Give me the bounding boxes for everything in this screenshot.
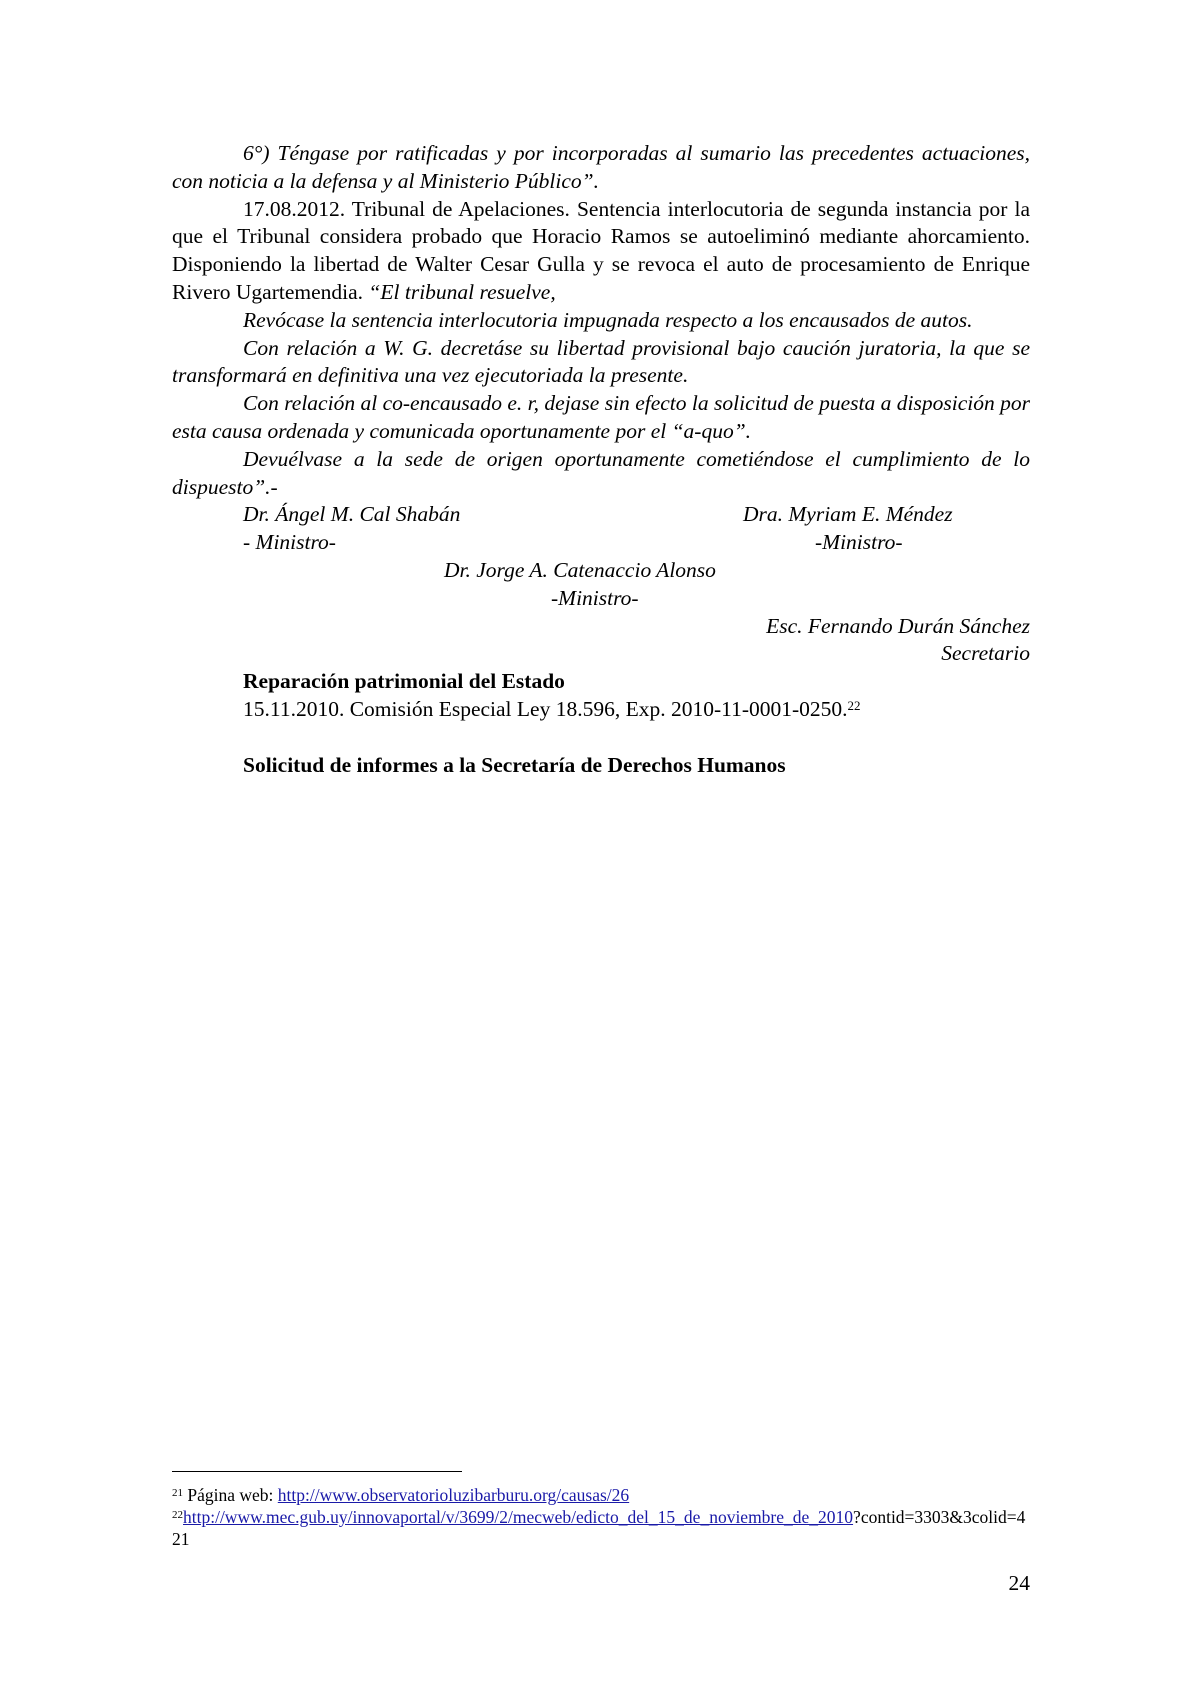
signature-name-catenaccio: Dr. Jorge A. Catenaccio Alonso: [444, 557, 716, 582]
reparacion-body: 15.11.2010. Comisión Especial Ley 18.596, Exp. 2010-11-0001-0250.: [243, 696, 848, 721]
footnote-ref-22[interactable]: 22: [847, 697, 861, 713]
signature-row-2: [172, 529, 1030, 557]
signature-name-mendez: Dra. Myriam E. Méndez: [743, 502, 953, 527]
signature-role-catenaccio: -Ministro-: [551, 585, 639, 610]
signature-row-5: [172, 613, 1030, 641]
tribunal-resuelve: “El tribunal resuelve,: [368, 279, 556, 304]
signature-name-duran: Esc. Fernando Durán Sánchez: [766, 613, 1030, 638]
signature-role-mendez: -Ministro-: [815, 530, 903, 555]
heading-solicitud: Solicitud de informes a la Secretaría de Derechos Humanos: [243, 752, 786, 777]
footnotes: [172, 1484, 1030, 1550]
signature-name-cal: Dr. Ángel M. Cal Shabán: [243, 502, 461, 527]
heading-reparacion: Reparación patrimonial del Estado: [243, 669, 565, 694]
paragraph-wg: Con relación a W. G. decretáse su libertad provisional bajo caución juratoria, la que se transformará en definitiva una vez ejecutoriada la presente.: [172, 335, 1030, 388]
footnote-22-rest: ?contid=3303&3colid=421: [172, 1507, 1026, 1549]
paragraph-tribunal-apelaciones: [172, 196, 1030, 307]
signature-row-4: [172, 585, 1030, 613]
footnote-21: [172, 1484, 1030, 1506]
footnote-number-22: 22: [172, 1509, 183, 1521]
reparacion-text: [172, 696, 1030, 724]
signature-row-6: [172, 640, 1030, 668]
document-body: [172, 140, 1030, 779]
page-number: 24: [1008, 1571, 1030, 1595]
footnote-22-link[interactable]: http://www.mec.gub.uy/innovaportal/v/3699/2/mecweb/edicto_del_15_de_noviembre_de_2010: [183, 1507, 854, 1527]
footnote-21-link[interactable]: http://www.observatorioluzibarburu.org/causas/26: [277, 1485, 630, 1505]
signature-role-duran: Secretario: [941, 641, 1030, 666]
paragraph-resolution-6: 6°) Téngase por ratificadas y por incorporadas al sumario las precedentes actuaciones, con noticia a la defensa y al Ministerio Público”.: [172, 141, 1030, 193]
footnote-22: [172, 1506, 1030, 1550]
paragraph-revocase: Revócase la sentencia interlocutoria impugnada respecto a los encausados de autos.: [243, 307, 973, 332]
tribunal-text: 17.08.2012. Tribunal de Apelaciones. Sentencia interlocutoria de segunda instancia por la que el Tribunal considera probado que Horacio Ramos se autoeliminó mediante ahorcamiento. Disponiendo la libertad de Walter Cesar Gulla y se revoca el auto de procesamiento de Enrique Rivero Ugartemendia.: [172, 196, 1030, 304]
footnote-separator: [172, 1471, 462, 1472]
signature-row-3: [172, 557, 1030, 585]
spacer: [172, 724, 1030, 752]
footnote-number-21: 21: [172, 1487, 183, 1499]
footnote-21-label: Página web:: [187, 1485, 274, 1505]
paragraph-devuelvase: Devuélvase a la sede de origen oportunamente cometiéndose el cumplimiento de lo dispuesto”.-: [172, 446, 1030, 499]
signature-role-cal: - Ministro-: [243, 530, 336, 555]
paragraph-coencausado: Con relación al co-encausado e. r, dejase sin efecto la solicitud de puesta a disposición por esta causa ordenada y comunicada oportunamente por el “a-quo”.: [172, 391, 1030, 443]
signature-row-1: [172, 501, 1030, 529]
